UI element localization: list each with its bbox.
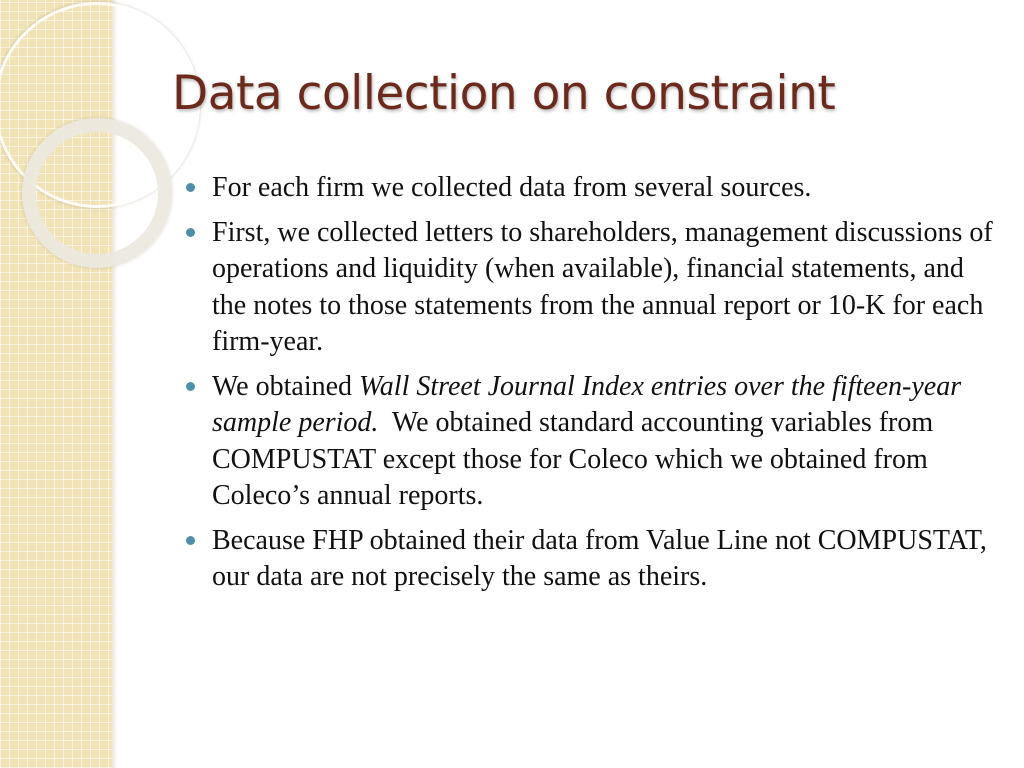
bullet-list [186,170,996,604]
bullet-dot-icon [186,183,195,192]
slide-title: Data collection on constraint [172,66,836,121]
bullet-item [186,369,996,515]
bullet-text-tail: We obtained standard accounting variables from COMPUSTAT except those for Coleco which we obtained from Coleco’s annual reports. [212,407,941,511]
decorative-ring-small [22,118,172,268]
bullet-item [186,215,996,361]
bullet-dot-icon [186,536,195,545]
bullet-text-italic: Wall Street Journal Index entries over the fifteen-year sample period. [212,370,962,438]
bullet-item [186,170,996,207]
bullet-dot-icon [186,228,195,237]
bullet-text: First, we collected letters to shareholders, management discussions of operations and liquidity (when available), financial statements, and the notes to those statements from the annual report or 10-K for each firm-year. [212,216,993,357]
bullet-item [186,523,996,596]
bullet-text-lead: We obtained [212,370,360,402]
bullet-text: Because FHP obtained their data from Value Line not COMPUSTAT, our data are not precisely the same as theirs. [212,524,987,592]
bullet-text: For each firm we collected data from several sources. [212,172,812,203]
bullet-dot-icon [186,382,195,391]
